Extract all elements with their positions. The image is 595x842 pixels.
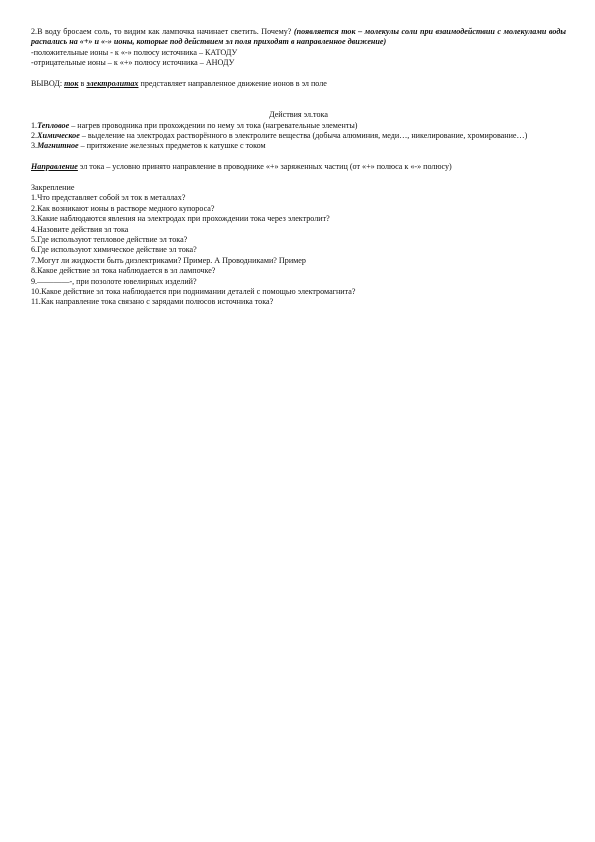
review-question: 6.Где используют химическое действие эл тока? bbox=[31, 245, 197, 255]
negative-ions-line: -отрицательные ионы – к «+» полюсу источника – АНОДУ bbox=[31, 58, 235, 68]
action-item-thermal bbox=[31, 121, 566, 131]
review-question: 8.Какое действие эл тока наблюдается в эл лампочке? bbox=[31, 266, 216, 276]
action-text: – выделение на электродах растворённого в электролите вещества (добыча алюминия, меди…, никелирование, хромирование…) bbox=[79, 131, 528, 141]
review-question: 2.Как возникают ионы в растворе медного купороса? bbox=[31, 203, 215, 213]
actions-heading: Действия эл.тока bbox=[269, 110, 328, 120]
action-term: Магнитное bbox=[37, 141, 79, 151]
conclusion-term-current: ток bbox=[64, 79, 79, 89]
action-number: 3. bbox=[31, 141, 38, 151]
action-text: – нагрев проводника при прохождении по нему эл тока (нагревательные элементы) bbox=[69, 120, 358, 130]
action-number: 2. bbox=[31, 131, 38, 141]
review-heading: Закрепление bbox=[31, 183, 75, 193]
spacer bbox=[31, 69, 566, 79]
review-question: 11.Как направление тока связано с зарядами полюсов источника тока? bbox=[31, 297, 274, 307]
direction-line bbox=[31, 162, 566, 172]
spacer bbox=[31, 152, 566, 162]
experiment-paragraph bbox=[31, 27, 566, 48]
conclusion-rest: представляет направленное движение ионов в эл поле bbox=[140, 79, 327, 89]
direction-text: эл тока – условно принято направление в проводнике «+» заряженных частиц (от «+» полюса к «-» полюсу) bbox=[77, 162, 452, 172]
review-question: 10.Какое действие эл тока наблюдается при поднимании деталей с помощью электромагнита? bbox=[31, 287, 356, 297]
spacer bbox=[31, 89, 566, 99]
spacer bbox=[31, 173, 566, 183]
review-question: 3.Какие наблюдаются явления на электродах при прохождении тока через электролит? bbox=[31, 214, 330, 224]
action-item-chemical bbox=[31, 131, 566, 141]
review-question: 5.Где используют тепловое действие эл тока? bbox=[31, 235, 188, 245]
spacer bbox=[31, 100, 566, 110]
experiment-lead: 2.В воду бросаем соль, то видим как лампочка начинает светить. Почему? bbox=[31, 27, 292, 36]
review-question: 9.————-, при позолоте ювелирных изделий? bbox=[31, 276, 197, 286]
action-item-magnetic bbox=[31, 141, 566, 151]
review-question: 7.Могут ли жидкости быть диэлектриками? Пример. А Проводниками? Пример bbox=[31, 255, 306, 265]
positive-ions-line: -положительные ионы - к «-» полюсу источника – КАТОДУ bbox=[31, 47, 238, 57]
action-term: Тепловое bbox=[37, 120, 70, 130]
action-text: – притяжение железных предметов к катушке с током bbox=[78, 141, 266, 151]
direction-term: Направление bbox=[31, 162, 78, 172]
conclusion-label: ВЫВОД: bbox=[31, 79, 63, 89]
review-question-list bbox=[31, 193, 566, 307]
action-term: Химическое bbox=[37, 131, 80, 141]
review-question: 4.Назовите действия эл тока bbox=[31, 224, 129, 234]
conclusion-term-electrolyte: электролитах bbox=[86, 79, 139, 89]
conclusion-line bbox=[31, 79, 566, 89]
action-number: 1. bbox=[31, 120, 38, 130]
review-question: 1.Что представляет собой эл ток в металлах? bbox=[31, 193, 186, 203]
experiment-explanation: (появляется ток – молекулы соли при взаимодействии с молекулами воды распались на «+» и «-» ионы, которые под действием эл поля приходят в направленное движение) bbox=[31, 27, 566, 47]
conclusion-in-word: в bbox=[80, 79, 85, 89]
